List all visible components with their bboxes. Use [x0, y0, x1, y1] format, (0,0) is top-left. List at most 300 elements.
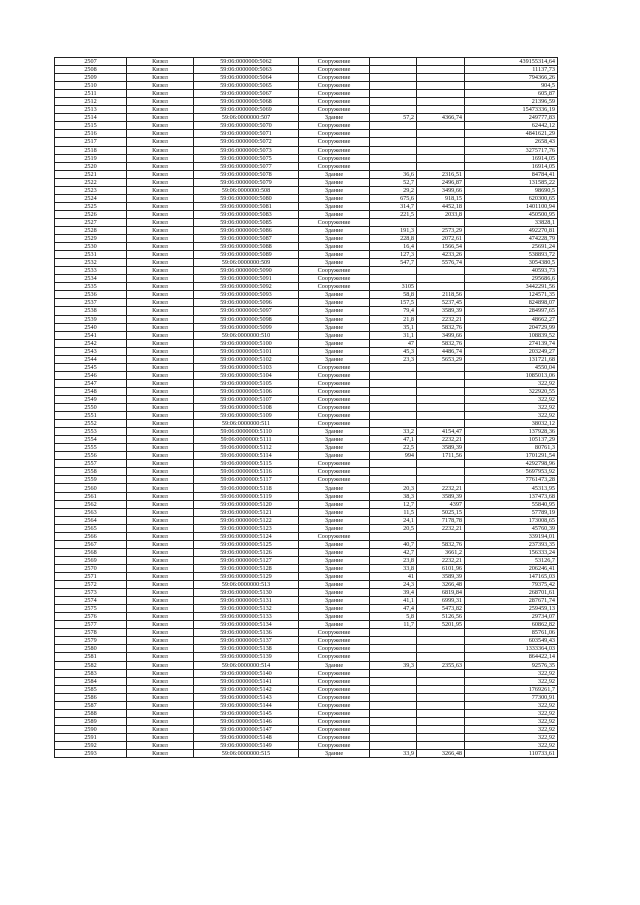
cadastral-number-cell: 59:06:0000000:5080: [194, 194, 299, 202]
object-type-cell: Здание: [299, 661, 370, 669]
row-number: 2578: [55, 629, 127, 637]
row-number: 2532: [55, 259, 127, 267]
table-row: [55, 275, 558, 283]
area-cell: 45,3: [370, 347, 417, 355]
row-number: 2576: [55, 613, 127, 621]
city-cell: Кизел: [127, 202, 194, 210]
cadastral-value-cell: 538893,72: [465, 251, 558, 259]
cadastral-number-cell: 59:06:0000000:5105: [194, 379, 299, 387]
object-type-cell: Сооружение: [299, 90, 370, 98]
city-cell: Кизел: [127, 693, 194, 701]
object-type-cell: Здание: [299, 508, 370, 516]
cadastral-number-cell: 59:06:0000000:5106: [194, 387, 299, 395]
object-type-cell: Здание: [299, 323, 370, 331]
object-type-cell: Здание: [299, 540, 370, 548]
object-type-cell: Здание: [299, 428, 370, 436]
object-type-cell: Здание: [299, 556, 370, 564]
row-number: 2590: [55, 725, 127, 733]
object-type-cell: Здание: [299, 613, 370, 621]
area-cell: 228,8: [370, 235, 417, 243]
unit-price-cell: 2118,56: [417, 291, 465, 299]
unit-price-cell: 3589,39: [417, 444, 465, 452]
object-type-cell: Здание: [299, 484, 370, 492]
area-cell: 58,8: [370, 291, 417, 299]
table-row: [55, 138, 558, 146]
row-number: 2539: [55, 315, 127, 323]
unit-price-cell: [417, 106, 465, 114]
cadastral-value-cell: 137473,68: [465, 492, 558, 500]
object-type-cell: Сооружение: [299, 637, 370, 645]
table-row: [55, 331, 558, 339]
row-number: 2546: [55, 371, 127, 379]
cadastral-number-cell: 59:06:0000000:5132: [194, 605, 299, 613]
unit-price-cell: 5473,82: [417, 605, 465, 613]
table-row: [55, 693, 558, 701]
unit-price-cell: [417, 90, 465, 98]
cadastral-value-cell: 322,92: [465, 404, 558, 412]
object-type-cell: Сооружение: [299, 420, 370, 428]
cadastral-value-cell: 794366,26: [465, 74, 558, 82]
cadastral-value-cell: 322,92: [465, 669, 558, 677]
table-row: [55, 685, 558, 693]
cadastral-number-cell: 59:06:0000000:5077: [194, 162, 299, 170]
cadastral-number-cell: 59:06:0000000:5086: [194, 226, 299, 234]
table-row: [55, 637, 558, 645]
cadastral-number-cell: 59:06:0000000:5122: [194, 516, 299, 524]
cadastral-value-cell: 80761,3: [465, 444, 558, 452]
unit-price-cell: 2232,21: [417, 315, 465, 323]
table-row: [55, 444, 558, 452]
unit-price-cell: [417, 717, 465, 725]
row-number: 2514: [55, 114, 127, 122]
object-type-cell: Здание: [299, 355, 370, 363]
cadastral-number-cell: 59:06:0000000:5142: [194, 685, 299, 693]
area-cell: [370, 82, 417, 90]
row-number: 2580: [55, 645, 127, 653]
city-cell: Кизел: [127, 548, 194, 556]
city-cell: Кизел: [127, 733, 194, 741]
area-cell: 994: [370, 452, 417, 460]
cadastral-value-cell: 40593,73: [465, 267, 558, 275]
cadastral-number-cell: 59:06:0000000:5137: [194, 637, 299, 645]
city-cell: Кизел: [127, 645, 194, 653]
unit-price-cell: 2232,21: [417, 436, 465, 444]
unit-price-cell: [417, 693, 465, 701]
city-cell: Кизел: [127, 275, 194, 283]
area-cell: [370, 693, 417, 701]
row-number: 2554: [55, 436, 127, 444]
city-cell: Кизел: [127, 106, 194, 114]
city-cell: Кизел: [127, 532, 194, 540]
cadastral-value-cell: 204729,99: [465, 323, 558, 331]
cadastral-value-cell: 322,92: [465, 709, 558, 717]
table-row: [55, 371, 558, 379]
row-number: 2550: [55, 404, 127, 412]
row-number: 2519: [55, 154, 127, 162]
cadastral-number-cell: 59:06:0000000:5112: [194, 444, 299, 452]
row-number: 2533: [55, 267, 127, 275]
object-type-cell: Здание: [299, 581, 370, 589]
city-cell: Кизел: [127, 371, 194, 379]
object-type-cell: Здание: [299, 621, 370, 629]
row-number: 2507: [55, 58, 127, 66]
unit-price-cell: [417, 218, 465, 226]
object-type-cell: Сооружение: [299, 82, 370, 90]
object-type-cell: Здание: [299, 548, 370, 556]
city-cell: Кизел: [127, 210, 194, 218]
unit-price-cell: [417, 653, 465, 661]
cadastral-value-cell: 33828,1: [465, 218, 558, 226]
cadastral-value-cell: 322,92: [465, 412, 558, 420]
unit-price-cell: [417, 709, 465, 717]
object-type-cell: Сооружение: [299, 58, 370, 66]
cadastral-value-cell: 45760,39: [465, 524, 558, 532]
object-type-cell: Здание: [299, 202, 370, 210]
unit-price-cell: [417, 733, 465, 741]
cadastral-number-cell: 59:06:0000000:5110: [194, 428, 299, 436]
cadastral-number-cell: 59:06:0000000:5100: [194, 339, 299, 347]
cadastral-number-cell: 59:06:0000000:5071: [194, 130, 299, 138]
cadastral-number-cell: 59:06:0000000:5141: [194, 677, 299, 685]
cadastral-number-cell: 59:06:0000000:5144: [194, 701, 299, 709]
cadastral-number-cell: 59:06:0000000:5114: [194, 452, 299, 460]
table-row: [55, 661, 558, 669]
city-cell: Кизел: [127, 420, 194, 428]
city-cell: Кизел: [127, 613, 194, 621]
unit-price-cell: 5025,15: [417, 508, 465, 516]
table-row: [55, 420, 558, 428]
table-row: [55, 82, 558, 90]
table-row: [55, 412, 558, 420]
cadastral-number-cell: 59:06:0000000:5134: [194, 621, 299, 629]
table-row: [55, 114, 558, 122]
city-cell: Кизел: [127, 130, 194, 138]
cadastral-number-cell: 59:06:0000000:5145: [194, 709, 299, 717]
object-type-cell: Здание: [299, 194, 370, 202]
city-cell: Кизел: [127, 709, 194, 717]
area-cell: 314,7: [370, 202, 417, 210]
city-cell: Кизел: [127, 581, 194, 589]
cadastral-number-cell: 59:06:0000000:508: [194, 186, 299, 194]
city-cell: Кизел: [127, 122, 194, 130]
area-cell: 191,3: [370, 226, 417, 234]
city-cell: Кизел: [127, 186, 194, 194]
city-cell: Кизел: [127, 573, 194, 581]
cadastral-value-cell: 131585,22: [465, 178, 558, 186]
table-row: [55, 532, 558, 540]
city-cell: Кизел: [127, 750, 194, 758]
cadastral-value-cell: 98690,5: [465, 186, 558, 194]
object-type-cell: Здание: [299, 178, 370, 186]
row-number: 2591: [55, 733, 127, 741]
cadastral-value-cell: 29734,07: [465, 613, 558, 621]
object-type-cell: Здание: [299, 339, 370, 347]
row-number: 2574: [55, 597, 127, 605]
cadastral-number-cell: 59:06:0000000:515: [194, 750, 299, 758]
area-cell: [370, 629, 417, 637]
table-row: [55, 508, 558, 516]
area-cell: 39,3: [370, 661, 417, 669]
row-number: 2582: [55, 661, 127, 669]
city-cell: Кизел: [127, 267, 194, 275]
cadastral-number-cell: 59:06:0000000:5073: [194, 146, 299, 154]
row-number: 2553: [55, 428, 127, 436]
object-type-cell: Здание: [299, 589, 370, 597]
cadastral-value-cell: 1769261,7: [465, 685, 558, 693]
table-row: [55, 146, 558, 154]
area-cell: [370, 275, 417, 283]
row-number: 2544: [55, 355, 127, 363]
city-cell: Кизел: [127, 315, 194, 323]
cadastral-value-cell: 3054380,5: [465, 259, 558, 267]
unit-price-cell: [417, 645, 465, 653]
table-row: [55, 307, 558, 315]
cadastral-number-cell: 59:06:0000000:5096: [194, 299, 299, 307]
object-type-cell: Сооружение: [299, 267, 370, 275]
unit-price-cell: 5201,95: [417, 621, 465, 629]
area-cell: [370, 379, 417, 387]
city-cell: Кизел: [127, 58, 194, 66]
city-cell: Кизел: [127, 154, 194, 162]
table-row: [55, 428, 558, 436]
object-type-cell: Здание: [299, 243, 370, 251]
object-type-cell: Сооружение: [299, 532, 370, 540]
cadastral-number-cell: 59:06:0000000:5083: [194, 210, 299, 218]
city-cell: Кизел: [127, 243, 194, 251]
row-number: 2558: [55, 468, 127, 476]
row-number: 2575: [55, 605, 127, 613]
object-type-cell: Сооружение: [299, 275, 370, 283]
object-type-cell: Сооружение: [299, 693, 370, 701]
cadastral-value-cell: 450500,95: [465, 210, 558, 218]
cadastral-value-cell: 3442291,56: [465, 283, 558, 291]
cadastral-number-cell: 59:06:0000000:5091: [194, 275, 299, 283]
table-row: [55, 226, 558, 234]
object-type-cell: Сооружение: [299, 476, 370, 484]
cadastral-number-cell: 59:06:0000000:5062: [194, 58, 299, 66]
city-cell: Кизел: [127, 291, 194, 299]
unit-price-cell: 5237,45: [417, 299, 465, 307]
row-number: 2567: [55, 540, 127, 548]
cadastral-number-cell: 59:06:0000000:5092: [194, 283, 299, 291]
row-number: 2510: [55, 82, 127, 90]
unit-price-cell: 5832,76: [417, 540, 465, 548]
cadastral-number-cell: 59:06:0000000:5102: [194, 355, 299, 363]
unit-price-cell: [417, 98, 465, 106]
cadastral-number-cell: 59:06:0000000:5081: [194, 202, 299, 210]
table-row: [55, 613, 558, 621]
row-number: 2524: [55, 194, 127, 202]
cadastral-value-cell: 4292798,96: [465, 460, 558, 468]
row-number: 2523: [55, 186, 127, 194]
table-row: [55, 106, 558, 114]
city-cell: Кизел: [127, 347, 194, 355]
area-cell: 11,5: [370, 508, 417, 516]
city-cell: Кизел: [127, 251, 194, 259]
city-cell: Кизел: [127, 669, 194, 677]
cadastral-value-cell: 45313,95: [465, 484, 558, 492]
object-type-cell: Сооружение: [299, 468, 370, 476]
area-cell: 12,7: [370, 500, 417, 508]
row-number: 2559: [55, 476, 127, 484]
table-row: [55, 540, 558, 548]
table-row: [55, 468, 558, 476]
row-number: 2536: [55, 291, 127, 299]
table-row: [55, 404, 558, 412]
object-type-cell: Здание: [299, 750, 370, 758]
row-number: 2557: [55, 460, 127, 468]
cadastral-number-cell: 59:06:0000000:511: [194, 420, 299, 428]
area-cell: 33,2: [370, 428, 417, 436]
unit-price-cell: [417, 58, 465, 66]
object-type-cell: Сооружение: [299, 387, 370, 395]
table-row: [55, 90, 558, 98]
city-cell: Кизел: [127, 701, 194, 709]
area-cell: 52,7: [370, 178, 417, 186]
cadastral-value-cell: 1333364,03: [465, 645, 558, 653]
cadastral-number-cell: 59:06:0000000:514: [194, 661, 299, 669]
table-row: [55, 573, 558, 581]
object-type-cell: Здание: [299, 235, 370, 243]
cadastral-number-cell: 59:06:0000000:5125: [194, 540, 299, 548]
city-cell: Кизел: [127, 66, 194, 74]
city-cell: Кизел: [127, 194, 194, 202]
table-row: [55, 460, 558, 468]
object-type-cell: Сооружение: [299, 701, 370, 709]
area-cell: 221,5: [370, 210, 417, 218]
area-cell: 20,5: [370, 524, 417, 532]
city-cell: Кизел: [127, 476, 194, 484]
table-row: [55, 621, 558, 629]
cadastral-number-cell: 59:06:0000000:5098: [194, 315, 299, 323]
cadastral-number-cell: 59:06:0000000:5093: [194, 291, 299, 299]
cadastral-value-cell: 1401100,94: [465, 202, 558, 210]
city-cell: Кизел: [127, 259, 194, 267]
row-number: 2538: [55, 307, 127, 315]
object-type-cell: Здание: [299, 210, 370, 218]
cadastral-number-cell: 59:06:0000000:5126: [194, 548, 299, 556]
unit-price-cell: [417, 629, 465, 637]
object-type-cell: Здание: [299, 259, 370, 267]
cadastral-number-cell: 59:06:0000000:513: [194, 581, 299, 589]
city-cell: Кизел: [127, 685, 194, 693]
cadastral-number-cell: 59:06:0000000:5070: [194, 122, 299, 130]
row-number: 2589: [55, 717, 127, 725]
row-number: 2555: [55, 444, 127, 452]
city-cell: Кизел: [127, 524, 194, 532]
unit-price-cell: 3661,2: [417, 548, 465, 556]
object-type-cell: Сооружение: [299, 130, 370, 138]
object-type-cell: Сооружение: [299, 218, 370, 226]
cadastral-number-cell: 59:06:0000000:5108: [194, 404, 299, 412]
table-row: [55, 339, 558, 347]
cadastral-value-cell: 237393,35: [465, 540, 558, 548]
cadastral-number-cell: 59:06:0000000:5123: [194, 524, 299, 532]
object-type-cell: Сооружение: [299, 653, 370, 661]
city-cell: Кизел: [127, 589, 194, 597]
cadastral-number-cell: 59:06:0000000:5133: [194, 613, 299, 621]
row-number: 2509: [55, 74, 127, 82]
cadastral-value-cell: 57789,19: [465, 508, 558, 516]
area-cell: 35,1: [370, 323, 417, 331]
object-type-cell: Сооружение: [299, 66, 370, 74]
area-cell: [370, 725, 417, 733]
row-number: 2577: [55, 621, 127, 629]
city-cell: Кизел: [127, 90, 194, 98]
object-type-cell: Сооружение: [299, 379, 370, 387]
area-cell: [370, 412, 417, 420]
table-row: [55, 500, 558, 508]
city-cell: Кизел: [127, 138, 194, 146]
cadastral-value-cell: 605,87: [465, 90, 558, 98]
row-number: 2562: [55, 500, 127, 508]
unit-price-cell: [417, 162, 465, 170]
row-number: 2527: [55, 218, 127, 226]
cadastral-value-cell: 824898,07: [465, 299, 558, 307]
row-number: 2587: [55, 701, 127, 709]
area-cell: [370, 653, 417, 661]
unit-price-cell: [417, 283, 465, 291]
unit-price-cell: [417, 468, 465, 476]
cadastral-value-cell: 110733,61: [465, 750, 558, 758]
cadastral-value-cell: 620300,65: [465, 194, 558, 202]
table-row: [55, 645, 558, 653]
object-type-cell: Здание: [299, 436, 370, 444]
cadastral-number-cell: 59:06:0000000:5072: [194, 138, 299, 146]
area-cell: [370, 58, 417, 66]
city-cell: Кизел: [127, 323, 194, 331]
cadastral-value-cell: 322,92: [465, 701, 558, 709]
area-cell: [370, 420, 417, 428]
area-cell: [370, 371, 417, 379]
city-cell: Кизел: [127, 661, 194, 669]
area-cell: 47: [370, 339, 417, 347]
area-cell: [370, 138, 417, 146]
cadastral-value-cell: 603549,43: [465, 637, 558, 645]
city-cell: Кизел: [127, 387, 194, 395]
table-row: [55, 653, 558, 661]
cadastral-number-cell: 59:06:0000000:5087: [194, 235, 299, 243]
city-cell: Кизел: [127, 170, 194, 178]
cadastral-number-cell: 59:06:0000000:5063: [194, 66, 299, 74]
row-number: 2541: [55, 331, 127, 339]
object-type-cell: Сооружение: [299, 412, 370, 420]
cadastral-number-cell: 59:06:0000000:5103: [194, 363, 299, 371]
object-type-cell: Сооружение: [299, 404, 370, 412]
row-number: 2535: [55, 283, 127, 291]
city-cell: Кизел: [127, 637, 194, 645]
row-number: 2522: [55, 178, 127, 186]
cadastral-number-cell: 59:06:0000000:5065: [194, 82, 299, 90]
row-number: 2572: [55, 581, 127, 589]
cadastral-number-cell: 59:06:0000000:5069: [194, 106, 299, 114]
row-number: 2543: [55, 347, 127, 355]
unit-price-cell: [417, 741, 465, 749]
area-cell: 79,4: [370, 307, 417, 315]
object-type-cell: Сооружение: [299, 122, 370, 130]
table-row: [55, 235, 558, 243]
area-cell: 24,3: [370, 581, 417, 589]
cadastral-value-cell: 284997,65: [465, 307, 558, 315]
cadastral-value-cell: 108839,52: [465, 331, 558, 339]
unit-price-cell: 4233,26: [417, 251, 465, 259]
cadastral-value-cell: 322,92: [465, 395, 558, 403]
cadastral-value-cell: 48662,27: [465, 315, 558, 323]
object-type-cell: Сооружение: [299, 741, 370, 749]
table-row: [55, 130, 558, 138]
unit-price-cell: [417, 66, 465, 74]
table-row: [55, 581, 558, 589]
